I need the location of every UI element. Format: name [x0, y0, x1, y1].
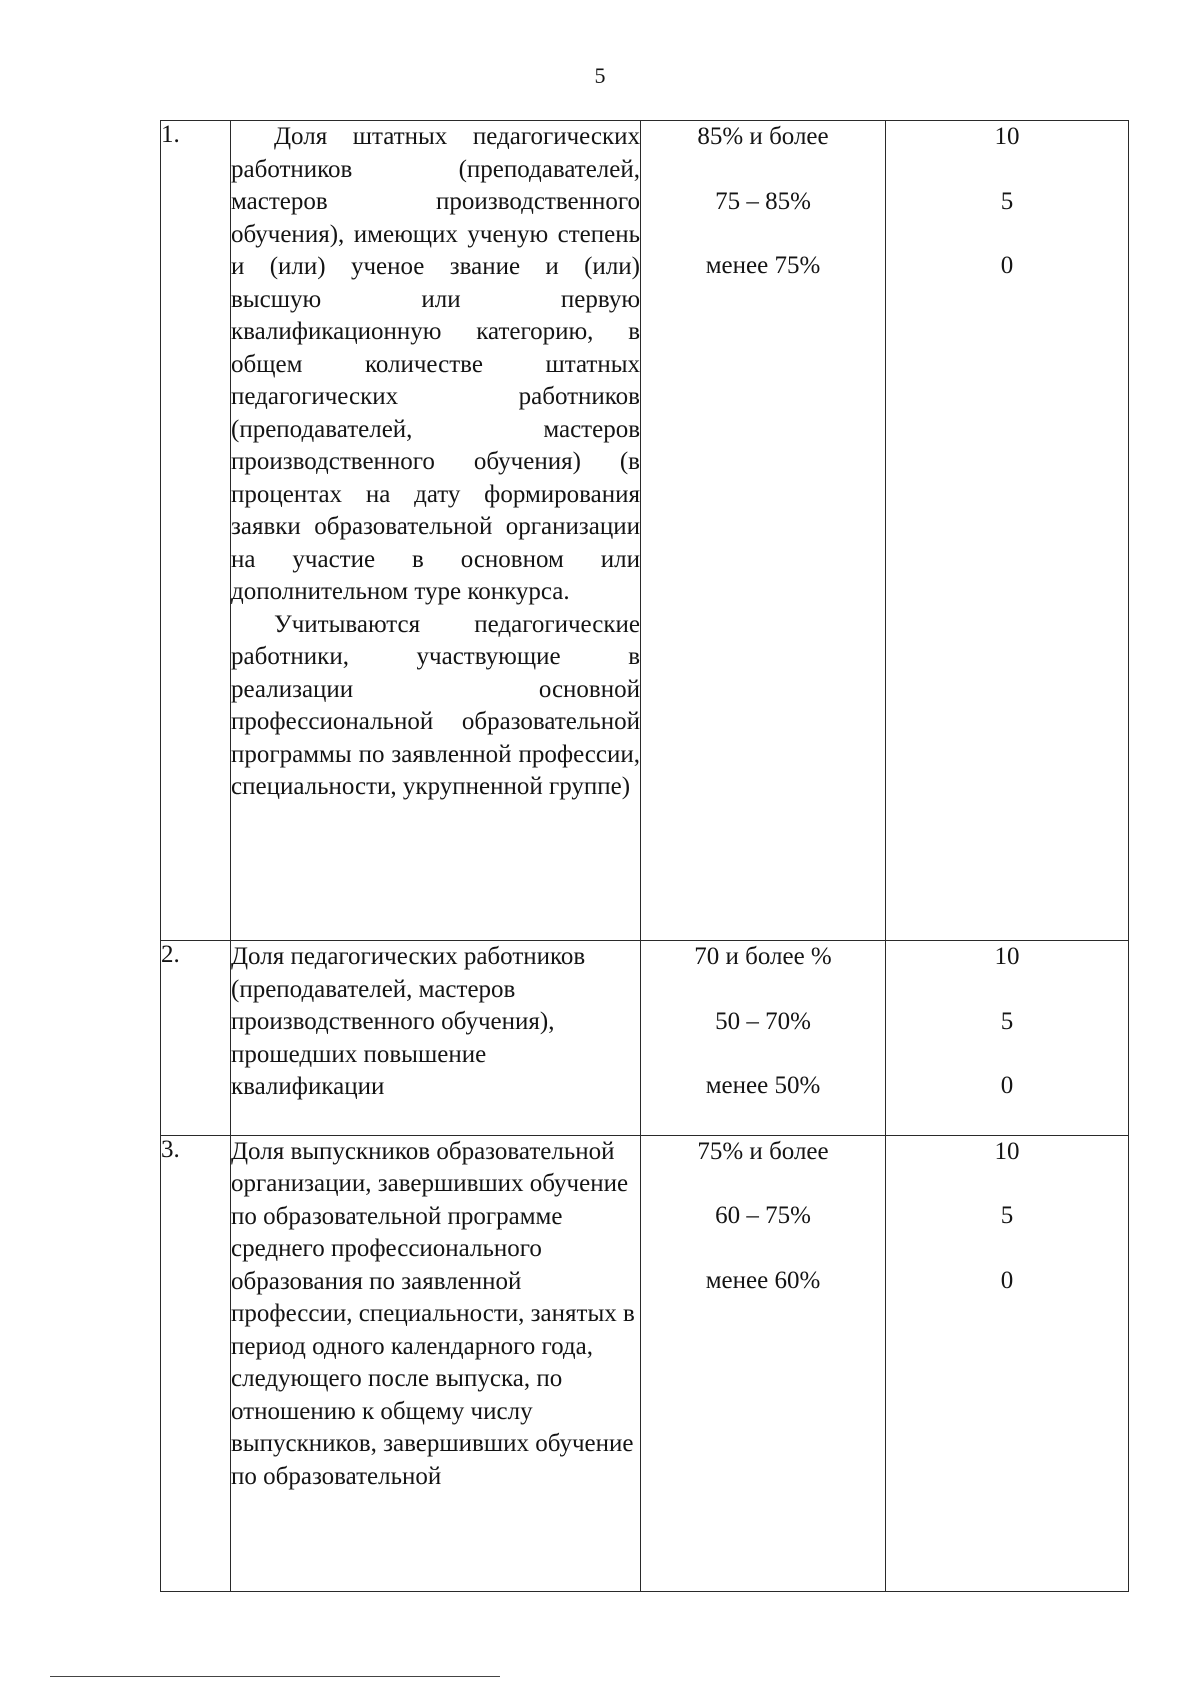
- description-paragraph: Доля выпускников образовательной организации, завершивших обучение по образовательной программе среднего профессионального образования по заявленной профессии, специальности, занятых в период одного календарного года, следующего после выпуска, по отношению к общему числу выпускников, завершивших обучение по образовательной: [231, 1137, 635, 1490]
- range-value: 75% и более: [697, 1137, 829, 1165]
- score-value: 10: [994, 943, 1020, 970]
- score-value: 5: [1000, 1202, 1014, 1229]
- score-value: 0: [1000, 1266, 1014, 1294]
- range-value: менее 60%: [705, 1266, 821, 1294]
- score-value: 5: [1000, 187, 1014, 215]
- criterion-description: [231, 941, 641, 1136]
- range-value: 85% и более: [697, 123, 829, 150]
- criterion-description: [231, 121, 641, 941]
- criterion-description: [231, 1135, 641, 1591]
- criteria-table: [160, 120, 1129, 1592]
- description-paragraph: Доля штатных педагогических работников (преподавателей, мастеров производственного обучения), имеющих ученую степень и (или) ученое звание и (или) высшую или первую квалификационную категорию, в общем количестве штатных педагогических работников (преподавателей, мастеров производственного обучения) (в процентах на дату формирования заявки образовательной организации на участие в основном или дополнительном туре конкурса.: [231, 123, 640, 605]
- range-value: 50 – 70%: [715, 1007, 811, 1035]
- range-cell: [641, 1135, 886, 1591]
- table-row: [161, 1135, 1129, 1591]
- score-cell: [886, 941, 1129, 1136]
- table-row: [161, 121, 1129, 941]
- range-cell: [641, 121, 886, 941]
- score-value: 10: [994, 1137, 1020, 1165]
- range-value: 70 и более %: [694, 943, 832, 970]
- description-paragraph: Доля педагогических работников (преподавателей, мастеров производственного обучения), прошедших повышение квалификации: [231, 943, 586, 1100]
- score-value: 0: [1000, 252, 1014, 279]
- table-row: [161, 941, 1129, 1136]
- score-value: 5: [1000, 1007, 1014, 1035]
- score-cell: [886, 1135, 1129, 1591]
- range-value: 75 – 85%: [715, 187, 811, 215]
- scan-edge-line: [50, 1676, 500, 1677]
- range-value: 60 – 75%: [715, 1202, 811, 1229]
- score-cell: [886, 121, 1129, 941]
- page-number: 5: [594, 63, 606, 88]
- row-number: 3.: [161, 1135, 231, 1591]
- row-number: 1.: [161, 121, 231, 941]
- range-value: менее 75%: [705, 252, 821, 279]
- row-number: 2.: [161, 941, 231, 1136]
- range-cell: [641, 941, 886, 1136]
- description-paragraph: Учитываются педагогические работники, участвующие в реализации основной профессиональной образовательной программы по заявленной профессии, специальности, укрупненной группе): [231, 610, 640, 800]
- range-value: менее 50%: [705, 1072, 821, 1099]
- score-value: 0: [1000, 1072, 1014, 1099]
- score-value: 10: [994, 123, 1020, 150]
